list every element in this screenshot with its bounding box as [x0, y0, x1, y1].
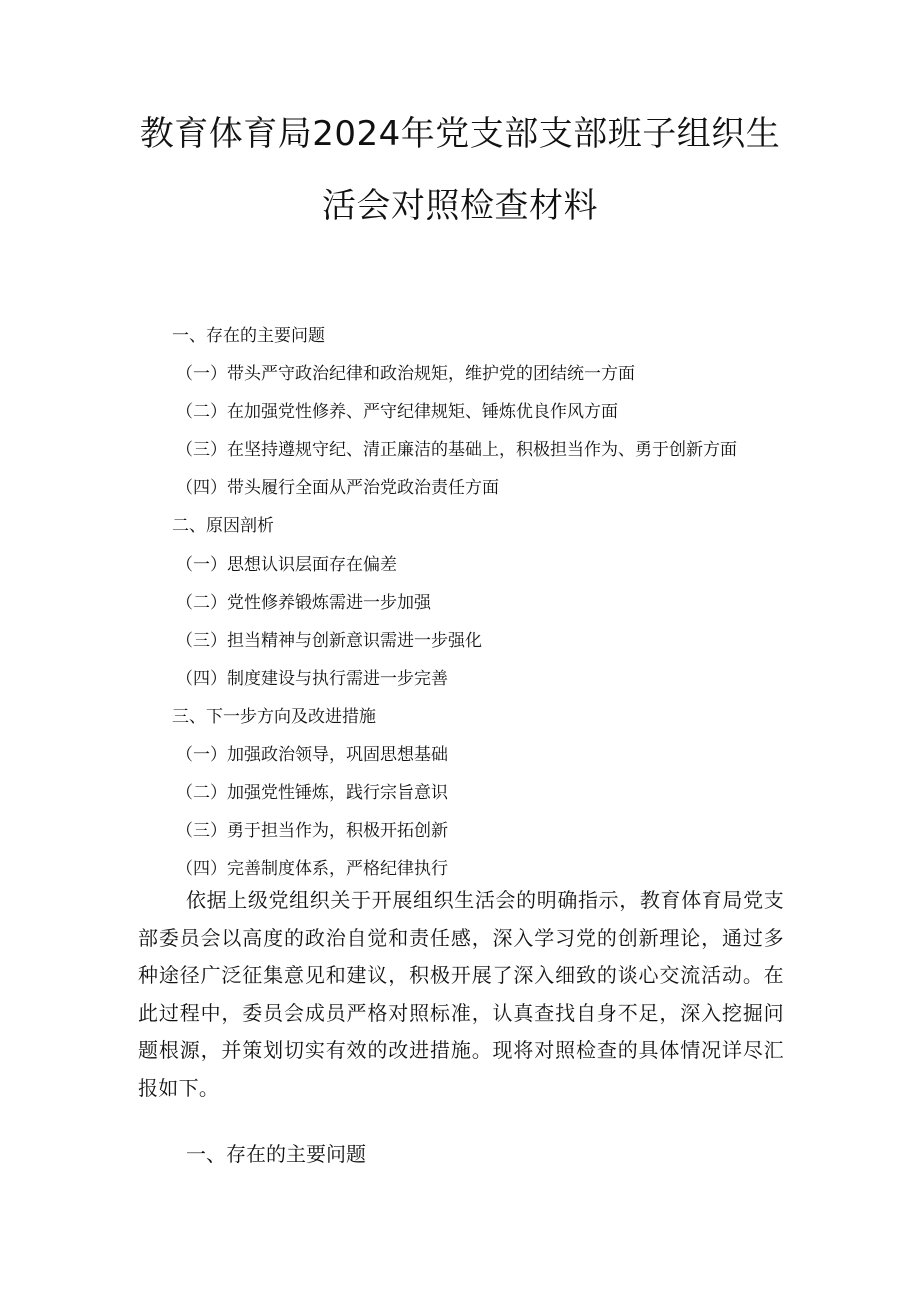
toc-item: （一）加强政治领导，巩固思想基础: [176, 745, 448, 766]
toc-item: （二）党性修养锻炼需进一步加强: [176, 592, 431, 613]
toc-heading: 一、存在的主要问题: [172, 326, 325, 346]
toc-item: （二）加强党性锤炼，践行宗旨意识: [176, 783, 448, 804]
toc-item: （一）带头严守政治纪律和政治规矩，维护党的团结统一方面: [176, 364, 635, 385]
toc-item: （三）担当精神与创新意识需进一步强化: [176, 630, 482, 651]
toc-item: （一）思想认识层面存在偏差: [176, 554, 397, 575]
section-heading: 一、存在的主要问题: [186, 1142, 366, 1166]
toc-heading: 三、下一步方向及改进措施: [172, 706, 376, 727]
toc-heading: 二、原因剖析: [172, 516, 274, 537]
toc-item: （三）勇于担当作为，积极开拓创新: [176, 821, 448, 842]
toc-item: （四）带头履行全面从严治党政治责任方面: [176, 478, 499, 499]
intro-paragraph: 依据上级党组织关于开展组织生活会的明确指示，教育体育局党支部委员会以高度的政治自觉和责任感，深入学习党的创新理论，通过多种途径广泛征集意见和建议，积极开展了深入细致的谈心交流活动。在此过程中，委员会成员严格对照标准，认真查找自身不足，深入挖掘问题根源，并策划切实有效的改进措施。现将对照检查的具体情况详尽汇报如下。: [138, 888, 784, 1100]
toc-item: （四）完善制度体系，严格纪律执行: [176, 859, 448, 880]
toc-item: （二）在加强党性修养、严守纪律规矩、锤炼优良作风方面: [176, 402, 618, 423]
document-title-line-2: 活会对照检查材料: [322, 186, 598, 226]
table-of-contents: [170, 317, 810, 888]
toc-item: （三）在坚持遵规守纪、清正廉洁的基础上，积极担当作为、勇于创新方面: [176, 440, 737, 461]
toc-item: （四）制度建设与执行需进一步完善: [176, 668, 448, 689]
document-title-line-1: 教育体育局2024年党支部支部班子组织生: [139, 114, 781, 154]
